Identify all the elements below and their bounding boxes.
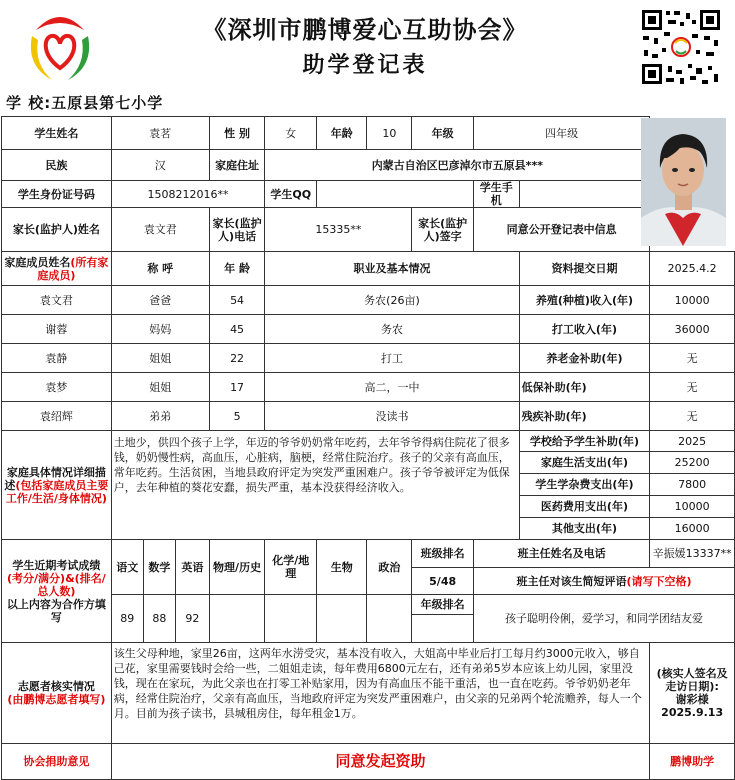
student-name-label: 学生姓名 bbox=[2, 117, 112, 150]
expense-label: 医药费用支出(年) bbox=[519, 496, 650, 518]
exam-label-main: 学生近期考试成绩 bbox=[12, 558, 101, 572]
score bbox=[265, 595, 317, 643]
family-name-label: 家庭成员姓名 bbox=[4, 255, 71, 269]
subject-header: 化学/地理 bbox=[265, 540, 317, 595]
family-member-relation: 姐姐 bbox=[111, 373, 209, 402]
income-label: 养老金补助(年) bbox=[519, 344, 650, 373]
family-member-job: 打工 bbox=[265, 344, 519, 373]
volunteer-label-main: 志愿者核实情况 bbox=[17, 680, 95, 693]
student-phone-value bbox=[519, 181, 650, 208]
volunteer-label-note: (由鹏博志愿者填写) bbox=[7, 693, 106, 706]
family-member-age: 22 bbox=[209, 344, 265, 373]
family-member-relation: 弟弟 bbox=[111, 402, 209, 431]
relation-header: 称 呼 bbox=[111, 252, 209, 286]
student-phone-label: 学生手机 bbox=[473, 181, 519, 208]
qq-value bbox=[317, 181, 474, 208]
situation-text: 土地少，供四个孩子上学，年迈的爷爷奶奶常年吃药，去年爷爷得病住院花了很多钱，奶奶慢性病，高血压，心脏病，脑梗，经常住院治疗。孩子的父亲有高血压，常年吃药。生活贫困，当地县政府评定为突发严重困难户。孩子爷爷被评定为低保户，去年种植的葵花安蠢，损失严重，基本没获得经济收入。 bbox=[111, 431, 519, 540]
income-value: 无 bbox=[650, 373, 735, 402]
grade-rank-label: 年级排名 bbox=[412, 595, 474, 615]
class-rank-label: 班级排名 bbox=[412, 540, 474, 568]
income-value: 36000 bbox=[650, 315, 735, 344]
expense-value: 25200 bbox=[650, 452, 735, 474]
verifier-name: 谢彩様 bbox=[675, 693, 709, 706]
age-label: 年龄 bbox=[317, 117, 367, 150]
registration-form bbox=[1, 116, 735, 780]
situation-label bbox=[2, 431, 112, 540]
teacher-label: 班主任姓名及电话 bbox=[473, 540, 649, 568]
family-member-job: 高二，一中 bbox=[265, 373, 519, 402]
income-label: 残疾补助(年) bbox=[519, 402, 650, 431]
family-member-name: 谢蓉 bbox=[2, 315, 112, 344]
expense-label: 家庭生活支出(年) bbox=[519, 452, 650, 474]
expense-label: 学校给予学生补助(年) bbox=[519, 431, 650, 452]
income-label: 养殖(种植)收入(年) bbox=[519, 286, 650, 315]
submit-date: 2025.4.2 bbox=[650, 252, 735, 286]
form-subtitle: 助学登记表 bbox=[302, 52, 428, 78]
guardian-sign-label: 家长(监护人)签字 bbox=[412, 208, 474, 252]
income-label: 打工收入(年) bbox=[519, 315, 650, 344]
subject-header: 数学 bbox=[143, 540, 175, 595]
address-label: 家庭住址 bbox=[209, 150, 265, 181]
income-value: 无 bbox=[650, 402, 735, 431]
expense-label: 学生学杂费支出(年) bbox=[519, 474, 650, 496]
score bbox=[317, 595, 367, 643]
exam-label bbox=[2, 540, 112, 643]
score bbox=[209, 595, 265, 643]
submit-date-label: 资料提交日期 bbox=[519, 252, 650, 286]
age-value: 10 bbox=[367, 117, 412, 150]
id-label: 学生身份证号码 bbox=[2, 181, 112, 208]
family-member-age: 54 bbox=[209, 286, 265, 315]
qq-label: 学生QQ bbox=[265, 181, 317, 208]
family-member-relation: 姐姐 bbox=[111, 344, 209, 373]
student-photo bbox=[641, 118, 726, 246]
subject-header: 英语 bbox=[175, 540, 209, 595]
address-value: 内蒙古自治区巴彦淖尔市五原县*** bbox=[265, 150, 650, 181]
qr-code bbox=[640, 8, 722, 86]
association-opinion-label: 协会捐助意见 bbox=[2, 744, 112, 780]
income-value: 无 bbox=[650, 344, 735, 373]
ethnicity-label: 民族 bbox=[2, 150, 112, 181]
family-name-header bbox=[2, 252, 112, 286]
family-member-relation: 妈妈 bbox=[111, 315, 209, 344]
class-rank-value: 5/48 bbox=[412, 568, 474, 595]
exam-label-note: (考分/满分)&(排名/总人数) bbox=[7, 571, 106, 598]
family-member-name: 袁绍辉 bbox=[2, 402, 112, 431]
school-line bbox=[6, 92, 163, 113]
family-member-job: 务农(26亩) bbox=[265, 286, 519, 315]
volunteer-label bbox=[2, 643, 112, 744]
income-label: 低保补助(年) bbox=[519, 373, 650, 402]
comment-label-main: 班主任对该生简短评语 bbox=[516, 574, 627, 588]
grade-label: 年级 bbox=[412, 117, 474, 150]
score: 92 bbox=[175, 595, 209, 643]
exam-label-filler: 以上内容为合作方填写 bbox=[6, 597, 106, 624]
grade-value: 四年级 bbox=[473, 117, 649, 150]
job-header: 职业及基本情况 bbox=[265, 252, 519, 286]
teacher-value: 辛振媛13337** bbox=[650, 540, 735, 568]
school-name: 五原县第七小学 bbox=[51, 94, 164, 112]
expense-value: 16000 bbox=[650, 518, 735, 540]
score bbox=[367, 595, 412, 643]
teacher-comment: 孩子聪明伶俐，爱学习，和同学团结友爱 bbox=[473, 595, 734, 643]
gender-value: 女 bbox=[265, 117, 317, 150]
volunteer-text: 该生父母种地，家里26亩，这两年水涝受灾，基本没有收入，大姐高中毕业后打工每月约3000元收入，够自己花，家里需要钱时会给一些，二姐姐走读，每年费用6800元左右，还有弟弟5岁本应该上幼儿园，家里没钱，现在在家玩，为此父亲也在打零工补贴家用，因为有高血压不能干重活，也一直在吃药。爷爷奶奶老年病，经常住院治疗，父亲有高血压，当地政府评定为突发严重困难户，由父亲的兄弟两个轮流赡养，每人一个月。目前为孩子读书，县城租房住，每年租金1万。 bbox=[111, 643, 650, 744]
comment-label-note: (请写下空格) bbox=[626, 574, 692, 588]
family-member-job: 务农 bbox=[265, 315, 519, 344]
family-member-job: 没读书 bbox=[265, 402, 519, 431]
situation-label-main: 家庭具体情况详细描述 bbox=[4, 465, 106, 492]
score: 89 bbox=[111, 595, 143, 643]
student-name: 袁茗 bbox=[111, 117, 209, 150]
subject-header: 生物 bbox=[317, 540, 367, 595]
guardian-name-label: 家长(监护人)姓名 bbox=[2, 208, 112, 252]
verifier-sign-label: (核实人签名及走访日期): bbox=[656, 667, 728, 693]
verifier-sign bbox=[650, 643, 735, 744]
family-age-header: 年 龄 bbox=[209, 252, 265, 286]
association-opinion: 同意发起资助 bbox=[111, 744, 650, 780]
id-value: 1508212016** bbox=[111, 181, 265, 208]
gender-label: 性 别 bbox=[209, 117, 265, 150]
expense-label: 其他支出(年) bbox=[519, 518, 650, 540]
family-member-name: 袁静 bbox=[2, 344, 112, 373]
school-label: 学 校: bbox=[6, 94, 52, 112]
association-org: 鹏博助学 bbox=[650, 744, 735, 780]
guardian-phone-label: 家长(监护人)电话 bbox=[209, 208, 265, 252]
expense-value: 7800 bbox=[650, 474, 735, 496]
family-member-age: 17 bbox=[209, 373, 265, 402]
ethnicity-value: 汉 bbox=[111, 150, 209, 181]
family-member-age: 5 bbox=[209, 402, 265, 431]
form-title: 《深圳市鹏博爱心互助协会》 bbox=[202, 15, 528, 44]
income-value: 10000 bbox=[650, 286, 735, 315]
score: 88 bbox=[143, 595, 175, 643]
expense-value: 2025 bbox=[650, 431, 735, 452]
subject-header: 语文 bbox=[111, 540, 143, 595]
family-member-relation: 爸爸 bbox=[111, 286, 209, 315]
family-member-age: 45 bbox=[209, 315, 265, 344]
subject-header: 政治 bbox=[367, 540, 412, 595]
family-name-note: (所有家庭成员) bbox=[37, 255, 109, 282]
expense-value: 10000 bbox=[650, 496, 735, 518]
comment-label bbox=[473, 568, 734, 595]
family-member-name: 袁文君 bbox=[2, 286, 112, 315]
subject-header: 物理/历史 bbox=[209, 540, 265, 595]
verifier-date: 2025.9.13 bbox=[661, 706, 724, 719]
guardian-consent: 同意公开登记表中信息 bbox=[473, 208, 649, 252]
grade-rank-value bbox=[412, 615, 474, 643]
association-logo bbox=[22, 6, 98, 86]
guardian-phone: 15335** bbox=[265, 208, 412, 252]
situation-label-note: (包括家庭成员主要工作/生活/身体情况) bbox=[5, 478, 109, 505]
header bbox=[0, 0, 735, 92]
family-member-name: 袁梦 bbox=[2, 373, 112, 402]
guardian-name: 袁文君 bbox=[111, 208, 209, 252]
